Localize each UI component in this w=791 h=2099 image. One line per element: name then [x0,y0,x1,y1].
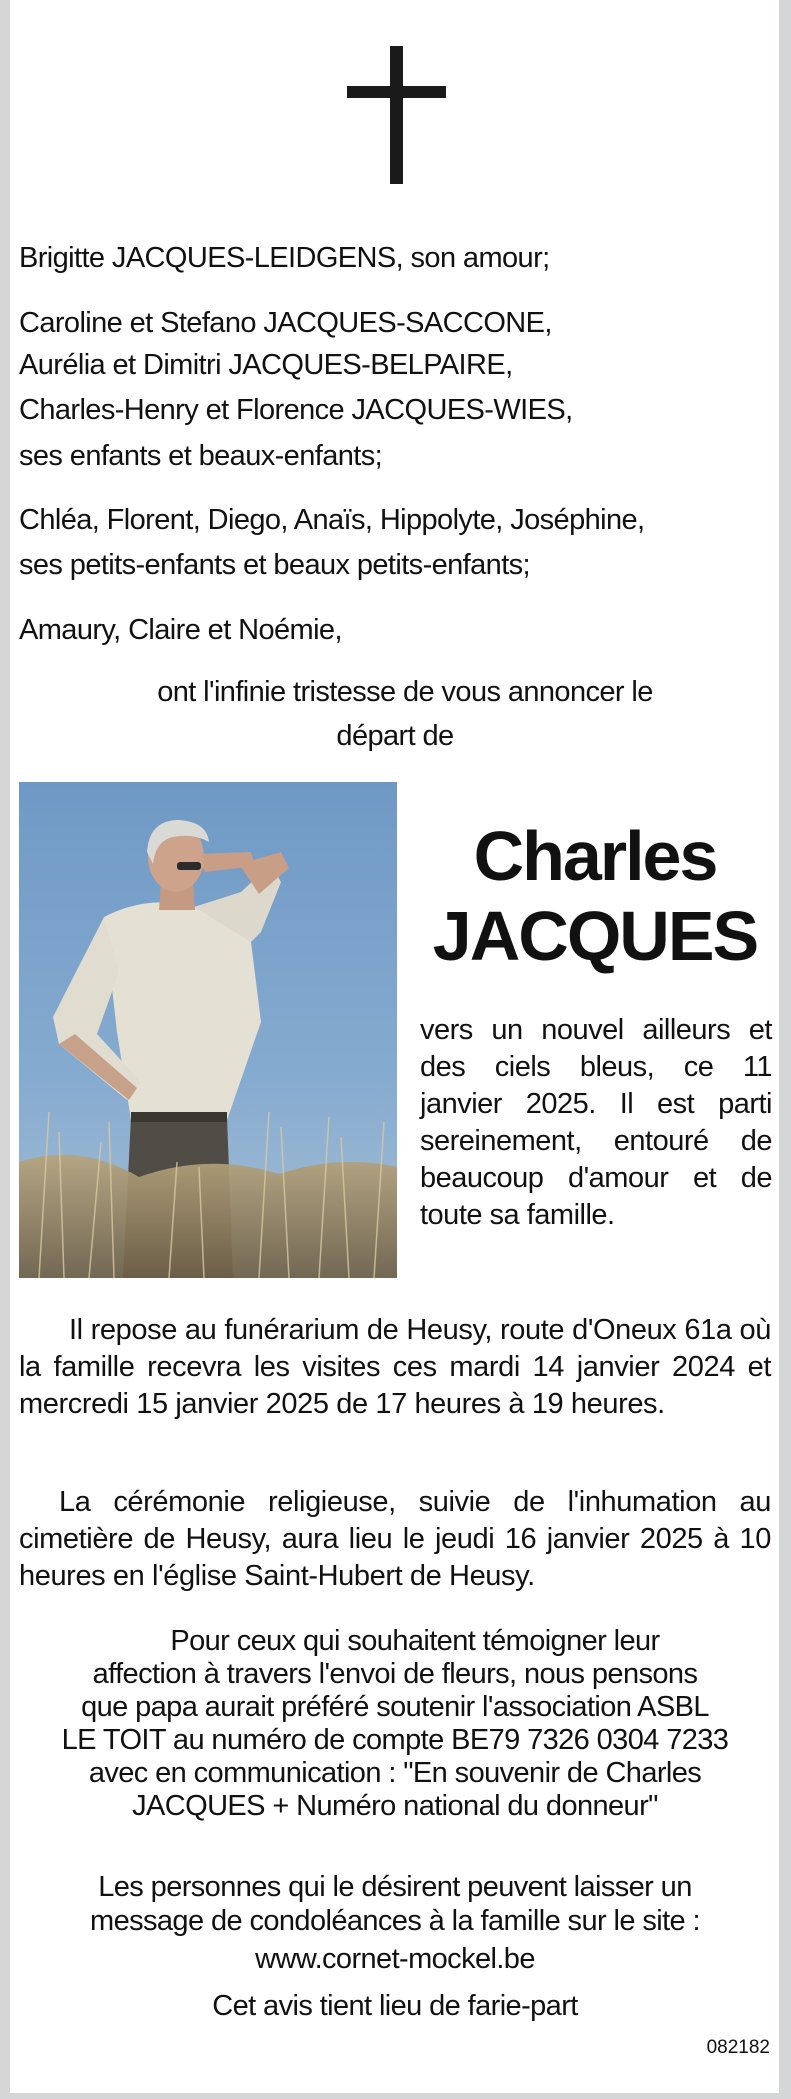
frame-bottom-border [0,2093,791,2099]
donation-line: affection à travers l'envoi de fleurs, nous pensons [92,1658,698,1690]
deceased-photo [19,782,397,1278]
ceremony-paragraph: La cérémonie religieuse, suivie de l'inhumation au cimetière de Heusy, aura lieu le jeudi 16 janvier 2025 à 10 heures en l'église Saint-Hubert de Heusy. [19,1486,771,1592]
reference-number: 082182 [706,2037,770,2058]
donation-line: LE TOIT au numéro de compte BE79 7326 0304 7233 [61,1724,729,1756]
condolences-line: message de condoléances à la famille sur le site : [90,1905,700,1937]
cross-vertical-bar [390,46,403,184]
donation-line: avec en communication : "En souvenir de Charles [88,1757,702,1789]
condolences-note: Cet avis tient lieu de farie-part [212,1990,578,2022]
condolences-line: Les personnes qui le désirent peuvent laisser un [98,1871,692,1903]
deceased-last-name: JACQUES [432,897,758,975]
mourner-grandchildren-line: Chléa, Florent, Diego, Anaïs, Hippolyte, Joséphine, [19,504,645,536]
donation-line: JACQUES + Numéro national du donneur" [132,1790,658,1822]
mourner-others: Amaury, Claire et Noémie, [19,614,342,646]
frame-left-border [0,0,10,2099]
condolences-website[interactable]: www.cornet-mockel.be [255,1943,535,1975]
cross-horizontal-bar [347,86,446,98]
frame-right-border [779,0,791,2099]
mourner-grandchildren-relation: ses petits-enfants et beaux petits-enfants; [19,549,531,581]
deceased-first-name: Charles [473,817,717,895]
mourner-child-line: Caroline et Stefano JACQUES-SACCONE, [19,307,552,339]
passing-text: vers un nouvel ailleurs et des ciels bleus, ce 11 janvier 2025. Il est parti sereinement, entouré de beaucoup d'amour et de toute sa famille. [420,1014,772,1231]
mourner-child-line: Aurélia et Dimitri JACQUES-BELPAIRE, [19,349,513,381]
donation-line: Pour ceux qui souhaitent témoigner leur [170,1625,660,1657]
mourner-spouse: Brigitte JACQUES-LEIDGENS, son amour; [19,242,550,274]
announcement-line: départ de [336,720,454,752]
donation-line: que papa aurait préféré soutenir l'association ASBL [81,1691,709,1723]
announcement-line: ont l'infinie tristesse de vous annoncer le [157,676,653,708]
visitation-paragraph: Il repose au funérarium de Heusy, route d'Oneux 61a où la famille recevra les visites ces mardi 14 janvier 2024 et mercredi 15 janvier 2025 de 17 heures à 19 heures. [19,1314,771,1420]
mourner-child-line: Charles-Henry et Florence JACQUES-WIES, [19,394,573,426]
mourner-children-relation: ses enfants et beaux-enfants; [19,440,383,472]
